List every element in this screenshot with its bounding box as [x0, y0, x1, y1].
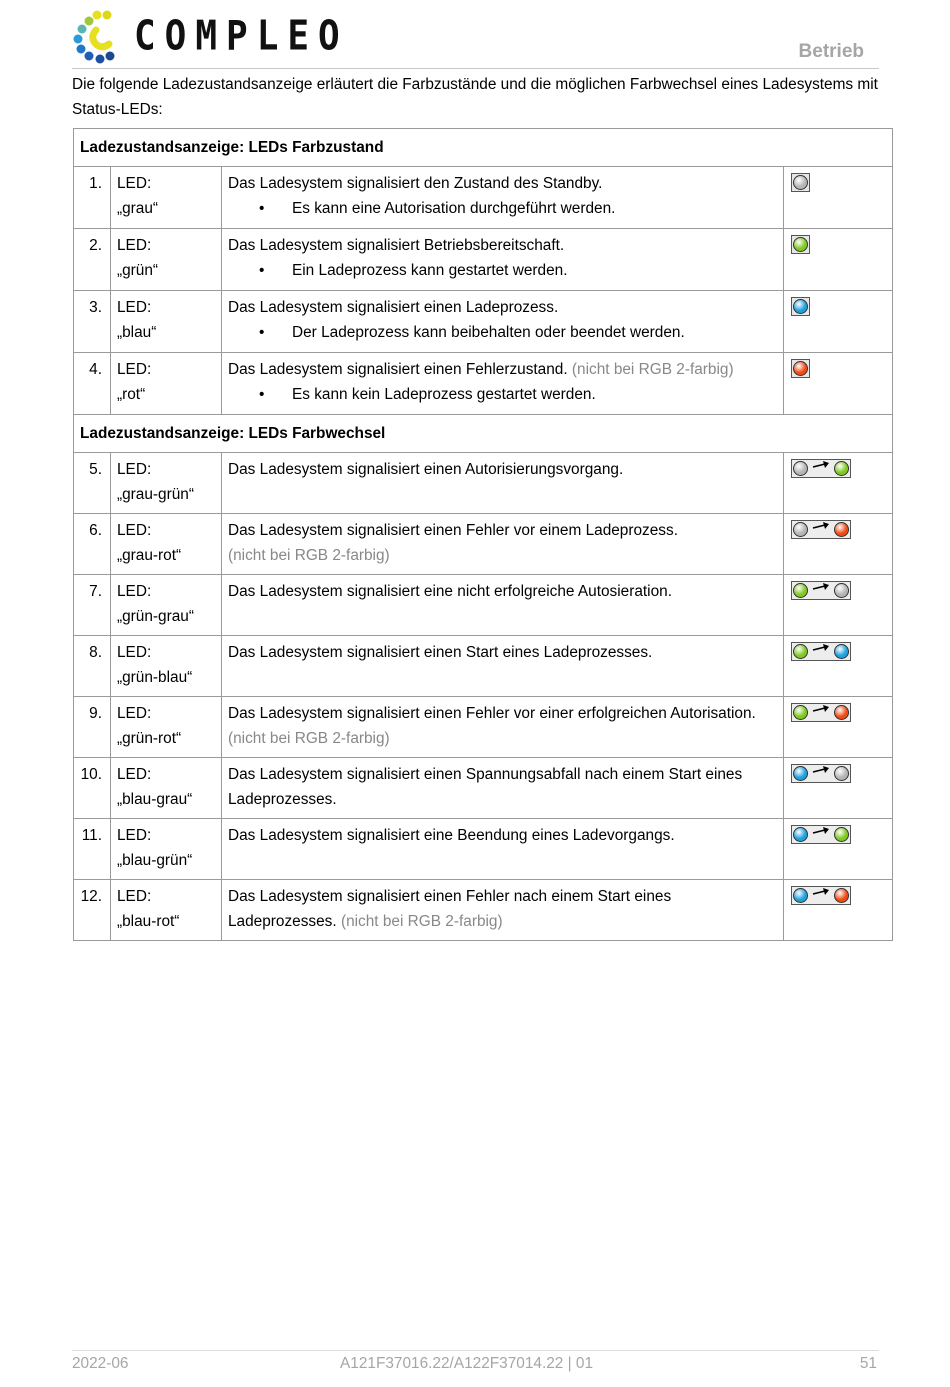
bullet-item [228, 258, 777, 283]
description-text: Das Ladesystem signalisiert einen Spannungsabfall nach einem Start eines Ladeprozesses. [228, 766, 743, 808]
led-label: LED: [117, 299, 152, 316]
bullet-text: Der Ladeprozess kann beibehalten oder beendet werden. [292, 324, 685, 341]
led-blau-gruen-icon [791, 825, 851, 844]
led-gruen-grau-icon [791, 581, 851, 600]
led-grau-rot-icon [791, 520, 851, 539]
description-text: Das Ladesystem signalisiert einen Fehler vor einer erfolgreichen Autorisation. [228, 705, 756, 722]
bullet-item [228, 196, 777, 221]
section-header-states: Ladezustandsanzeige: LEDs Farbzustand [74, 129, 893, 167]
led-label: LED: [117, 237, 152, 254]
led-icon-cell [784, 697, 893, 758]
description-cell [222, 291, 784, 353]
bullet-text: Es kann eine Autorisation durchgeführt werden. [292, 200, 616, 217]
row-number: 1. [74, 167, 111, 229]
led-label: LED: [117, 705, 152, 722]
led-name: „blau-rot“ [117, 913, 180, 930]
led-name: „blau-grau“ [117, 791, 193, 808]
description-cell [222, 636, 784, 697]
led-label: LED: [117, 888, 152, 905]
led-label: LED: [117, 461, 152, 478]
led-blau-rot-icon [791, 886, 851, 905]
description-text: Das Ladesystem signalisiert einen Ladeprozess. [228, 299, 559, 316]
description-text: Das Ladesystem signalisiert eine nicht erfolgreiche Autosieration. [228, 583, 672, 600]
row-number: 2. [74, 229, 111, 291]
description-cell [222, 229, 784, 291]
table-row [74, 514, 893, 575]
table-row [74, 167, 893, 229]
description-text: Das Ladesystem signalisiert Betriebsbereitschaft. [228, 237, 565, 254]
table-row [74, 636, 893, 697]
led-name-cell [111, 880, 222, 941]
led-label: LED: [117, 175, 152, 192]
rgb-note: (nicht bei RGB 2-farbig) [340, 913, 503, 930]
led-blau-icon [791, 297, 810, 316]
section-header-changes: Ladezustandsanzeige: LEDs Farbwechsel [74, 415, 893, 453]
led-grau-gruen-icon [791, 459, 851, 478]
led-name-cell [111, 229, 222, 291]
led-icon-cell [784, 453, 893, 514]
led-icon-cell [784, 167, 893, 229]
led-name-cell [111, 697, 222, 758]
row-number: 12. [74, 880, 111, 941]
description-text: Das Ladesystem signalisiert einen Fehler nach einem Start eines Ladeprozesses. [228, 888, 672, 930]
row-number: 4. [74, 353, 111, 415]
led-rot-icon [791, 359, 810, 378]
table-row [74, 575, 893, 636]
brand-name: COMPLEO [134, 12, 349, 60]
led-name-cell [111, 514, 222, 575]
table-row [74, 819, 893, 880]
led-icon-cell [784, 229, 893, 291]
bullet-text: Es kann kein Ladeprozess gestartet werden. [292, 386, 596, 403]
description-text: Das Ladesystem signalisiert den Zustand des Standby. [228, 175, 603, 192]
table-row [74, 758, 893, 819]
rgb-note: (nicht bei RGB 2-farbig) [228, 730, 390, 747]
description-text: Das Ladesystem signalisiert einen Fehler vor einem Ladeprozess. [228, 522, 678, 539]
bullet-symbol: • [259, 386, 265, 403]
led-grau-icon [791, 173, 810, 192]
page-number: 51 [859, 1355, 877, 1372]
row-number: 6. [74, 514, 111, 575]
led-gruen-rot-icon [791, 703, 851, 722]
row-number: 10. [74, 758, 111, 819]
bullet-item [228, 382, 777, 407]
header-divider [72, 68, 879, 69]
table-row [74, 453, 893, 514]
led-name: „grau“ [117, 200, 159, 217]
led-name-cell [111, 758, 222, 819]
led-gruen-icon [791, 235, 810, 254]
led-gruen-blau-icon [791, 642, 851, 661]
led-name: „grün-rot“ [117, 730, 182, 747]
led-name: „blau“ [117, 324, 157, 341]
row-number: 9. [74, 697, 111, 758]
description-cell [222, 697, 784, 758]
led-name-cell [111, 636, 222, 697]
led-name: „grau-rot“ [117, 547, 182, 564]
led-status-table [73, 128, 893, 941]
bullet-symbol: • [259, 324, 265, 341]
row-number: 8. [74, 636, 111, 697]
led-icon-cell [784, 353, 893, 415]
led-icon-cell [784, 636, 893, 697]
led-icon-cell [784, 575, 893, 636]
description-text: Das Ladesystem signalisiert einen Start eines Ladeprozesses. [228, 644, 653, 661]
description-cell [222, 758, 784, 819]
led-icon-cell [784, 880, 893, 941]
table-row [74, 880, 893, 941]
footer-divider [72, 1350, 879, 1351]
bullet-symbol: • [259, 262, 265, 279]
table-row [74, 353, 893, 415]
led-label: LED: [117, 583, 152, 600]
table-row [74, 229, 893, 291]
description-cell [222, 819, 784, 880]
led-name: „grün“ [117, 262, 159, 279]
led-icon-cell [784, 291, 893, 353]
section-title: Betrieb [798, 41, 864, 62]
led-label: LED: [117, 361, 152, 378]
row-number: 3. [74, 291, 111, 353]
description-cell [222, 167, 784, 229]
footer-date: 2022-06 [72, 1355, 129, 1372]
row-number: 5. [74, 453, 111, 514]
description-text: Das Ladesystem signalisiert einen Autorisierungsvorgang. [228, 461, 624, 478]
led-icon-cell [784, 758, 893, 819]
description-cell [222, 514, 784, 575]
description-cell [222, 575, 784, 636]
compleo-logo-icon [72, 8, 128, 64]
row-number: 11. [74, 819, 111, 880]
led-name-cell [111, 819, 222, 880]
led-name: „grau-grün“ [117, 486, 194, 503]
footer-document-number: A121F37016.22/A122F37014.22 | 01 [340, 1355, 594, 1372]
compleo-logo [72, 8, 349, 64]
led-name-cell [111, 291, 222, 353]
description-text: Das Ladesystem signalisiert eine Beendung eines Ladevorgangs. [228, 827, 675, 844]
bullet-item [228, 320, 777, 345]
led-label: LED: [117, 522, 152, 539]
led-name: „grün-blau“ [117, 669, 193, 686]
led-name: „rot“ [117, 386, 146, 403]
rgb-note: (nicht bei RGB 2-farbig) [228, 547, 390, 564]
intro-paragraph: Die folgende Ladezustandsanzeige erläutert die Farbzustände und die möglichen Farbwechsel eines Ladesystems mit Status-LEDs: [72, 76, 878, 118]
led-icon-cell [784, 514, 893, 575]
led-name-cell [111, 575, 222, 636]
row-number: 7. [74, 575, 111, 636]
led-icon-cell [784, 819, 893, 880]
bullet-symbol: • [259, 200, 265, 217]
led-label: LED: [117, 827, 152, 844]
description-cell [222, 880, 784, 941]
led-name-cell [111, 167, 222, 229]
description-cell [222, 353, 784, 415]
led-name-cell [111, 353, 222, 415]
rgb-note: (nicht bei RGB 2-farbig) [571, 361, 734, 378]
led-label: LED: [117, 644, 152, 661]
led-name: „grün-grau“ [117, 608, 194, 625]
led-name: „blau-grün“ [117, 852, 193, 869]
table-row [74, 697, 893, 758]
description-cell [222, 453, 784, 514]
led-blau-grau-icon [791, 764, 851, 783]
led-name-cell [111, 453, 222, 514]
bullet-text: Ein Ladeprozess kann gestartet werden. [292, 262, 568, 279]
description-text: Das Ladesystem signalisiert einen Fehlerzustand. [228, 361, 568, 378]
led-label: LED: [117, 766, 152, 783]
table-row [74, 291, 893, 353]
